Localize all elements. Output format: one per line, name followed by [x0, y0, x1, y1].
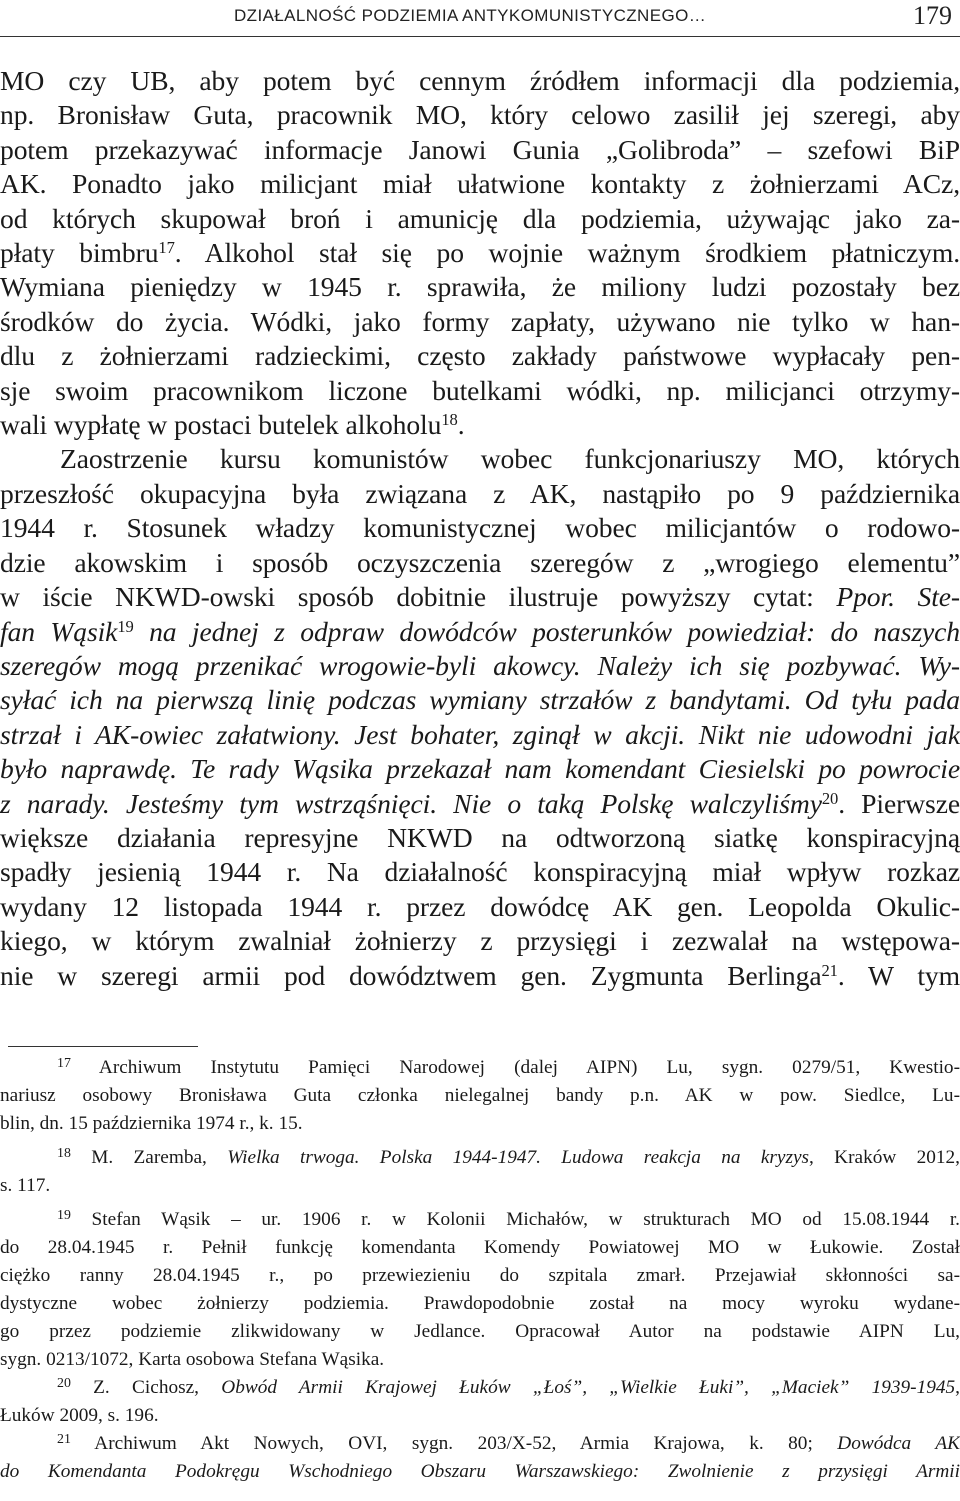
footnote-line: blin, dn. 15 października 1974 r., k. 15.	[0, 1113, 303, 1134]
text-line: dzie akowskim i sposób oczyszczenia szeregów z „wrogiego elementu”	[0, 546, 960, 578]
text-line: AK. Ponadto jako milicjant miał ułatwione kontakty z żołnierzami ACz,	[0, 168, 960, 200]
text-line: 1944 r. Stosunek władzy komunistycznej wobec milicjantów o rodowo-	[0, 512, 960, 544]
text-line: środków do życia. Wódki, jako formy zapłaty, używano nie tylko w han-	[0, 305, 960, 337]
footnote-ref: 20	[821, 788, 839, 808]
text-line: kiego, w którym zwalniał żołnierzy z przysięgi i zezwalał na wstępowa-	[0, 925, 960, 957]
text-line: syłać ich na pierwszą linię podczas wymiany strzałów z bandytami. Od tyłu pada	[0, 684, 960, 716]
text-line: dlu z żołnierzami radzieckimi, często zakłady państwowe wypłacały pen-	[0, 340, 960, 372]
footnote-number: 20	[57, 1375, 71, 1391]
running-head: DZIAŁALNOŚĆ PODZIEMIA ANTYKOMUNISTYCZNEGO…	[234, 6, 707, 25]
text-line: szeregów mogą przenikać wrogowie-byli akowcy. Należy ich się pozbywać. Wy-	[0, 649, 960, 681]
header-rule	[0, 36, 960, 37]
text-line: strzał i AK-owiec załatwiony. Jest bohater, zginął w akcji. Nikt nie udowodni jak	[0, 718, 960, 750]
footnote-line: dystyczne wobec żołnierzy podziemia. Prawdopodobnie został na mocy wyroku wydane-	[0, 1293, 960, 1314]
footnote-line: s. 117.	[0, 1175, 51, 1196]
footnote-line: go przez podziemie zlikwidowany w Jedlance. Opracował Autor na podstawie AIPN Lu,	[0, 1321, 960, 1342]
text-line: w iście NKWD-owski sposób dobitnie ilustruje powyższy cytat: Ppor. Ste-	[0, 581, 960, 613]
footnote-line: $^{19}$ Stefan Wąsik – ur. 1906 r. w Kolonii Michałów, w strukturach MO od 15.08.1944 r.	[57, 1207, 960, 1230]
footnote-line: Łuków 2009, s. 196.	[0, 1405, 159, 1426]
page-header	[0, 0, 960, 40]
footnote-rule	[8, 1046, 198, 1047]
footnote-ref: 21	[821, 960, 838, 980]
footnote-ref: 19	[117, 616, 134, 636]
text-line: od których skupował broń i amunicję dla podziemia, używając jako za-	[0, 202, 960, 234]
footnote-number: 18	[57, 1145, 71, 1161]
text-line: Zaostrzenie kursu komunistów wobec funkcjonariuszy MO, których	[60, 443, 960, 475]
text-line: wydany 12 listopada 1944 r. przez dowódcę AK gen. Leopolda Okulic-	[0, 890, 960, 922]
footnote-number: 17	[57, 1055, 71, 1071]
text-line: większe działania represyjne NKWD na odtworzoną siatkę konspiracyjną	[0, 821, 960, 853]
footnote-line: sygn. 0213/1072, Karta osobowa Stefana Wąsika.	[0, 1349, 385, 1370]
text-line: przeszłość okupacyjna była związana z AK, nastąpiło po 9 października	[0, 477, 960, 509]
text-line: płaty bimbru$^{17}$. Alkohol stał się po wojnie ważnym środkiem płatniczym.	[0, 237, 960, 269]
text-line: np. Bronisław Guta, pracownik MO, który celowo zasilił jej szeregi, aby	[0, 99, 960, 131]
text-line: spadły jesienią 1944 r. Na działalność konspiracyjną miał wpływ rozkaz	[0, 856, 960, 888]
footnote-line: nariusz osobowy Bronisława Guta członka nielegalnej bandy p.n. AK w pow. Siedlce, Lu-	[0, 1085, 960, 1106]
footnote-line: $^{20}$ Z. Cichosz, Obwód Armii Krajowej Łuków „Łoś”, „Wielkie Łuki”, „Maciek” 1939-1945,	[57, 1375, 960, 1398]
footnote-ref: 18	[441, 409, 458, 429]
footnote-line: $^{17}$ Archiwum Instytutu Pamięci Narodowej (dalej AIPN) Lu, sygn. 0279/51, Kwestio-	[57, 1055, 960, 1078]
footnote-number: 19	[57, 1207, 71, 1223]
footnote-number: 21	[57, 1431, 71, 1447]
main-text	[0, 64, 960, 993]
text-line: potem przekazywać informacje Janowi Gunia „Golibroda” – szefowi BiP	[0, 133, 960, 165]
text-line: MO czy UB, aby potem być cennym źródłem informacji dla podziemia,	[0, 65, 960, 96]
text-line: wali wypłatę w postaci butelek alkoholu$^{18}$.	[0, 409, 465, 441]
footnotes	[0, 1054, 960, 1486]
footnote-ref: 17	[158, 237, 175, 257]
text-line: sje swoim pracownikom liczone butelkami wódki, np. milicjanci otrzymy-	[0, 374, 960, 406]
text-line: było naprawdę. Te rady Wąsika przekazał nam komendant Ciesielski po powrocie	[0, 753, 960, 785]
footnote-line: $^{21}$ Archiwum Akt Nowych, OVI, sygn. 203/X-52, Armia Krajowa, k. 80; Dowódca AK	[57, 1431, 960, 1454]
footnote-line: do 28.04.1945 r. Pełnił funkcję komendanta Komendy Powiatowej MO w Łukowie. Został	[0, 1237, 960, 1258]
text-line: z narady. Jesteśmy tym wstrząśnięci. Nie o taką Polskę walczyliśmy$^{20}$. Pierwsze	[0, 787, 960, 819]
text-line: nie w szeregi armii pod dowództwem gen. Zygmunta Berlinga$^{21}$. W tym	[0, 959, 960, 991]
footnote-line: do Komendanta Podokręgu Wschodniego Obszaru Warszawskiego: Zwolnienie z przysięgi Armii	[0, 1461, 960, 1482]
footnote-line: ciężko ranny 28.04.1945 r., po przewiezieniu do szpitala zmarł. Przejawiał skłonności sa-	[0, 1265, 960, 1286]
page-number: 179	[913, 1, 952, 30]
text-line: Wymiana pieniędzy w 1945 r. sprawiła, że miliony ludzi pozostały bez	[0, 271, 960, 303]
footnote-line: $^{18}$ M. Zaremba, Wielka trwoga. Polska 1944-1947. Ludowa reakcja na kryzys, Kraków 2012,	[57, 1145, 960, 1168]
text-line: fan Wąsik$^{19}$ na jednej z odpraw dowódców posterunków powiedział: do naszych	[0, 615, 960, 647]
